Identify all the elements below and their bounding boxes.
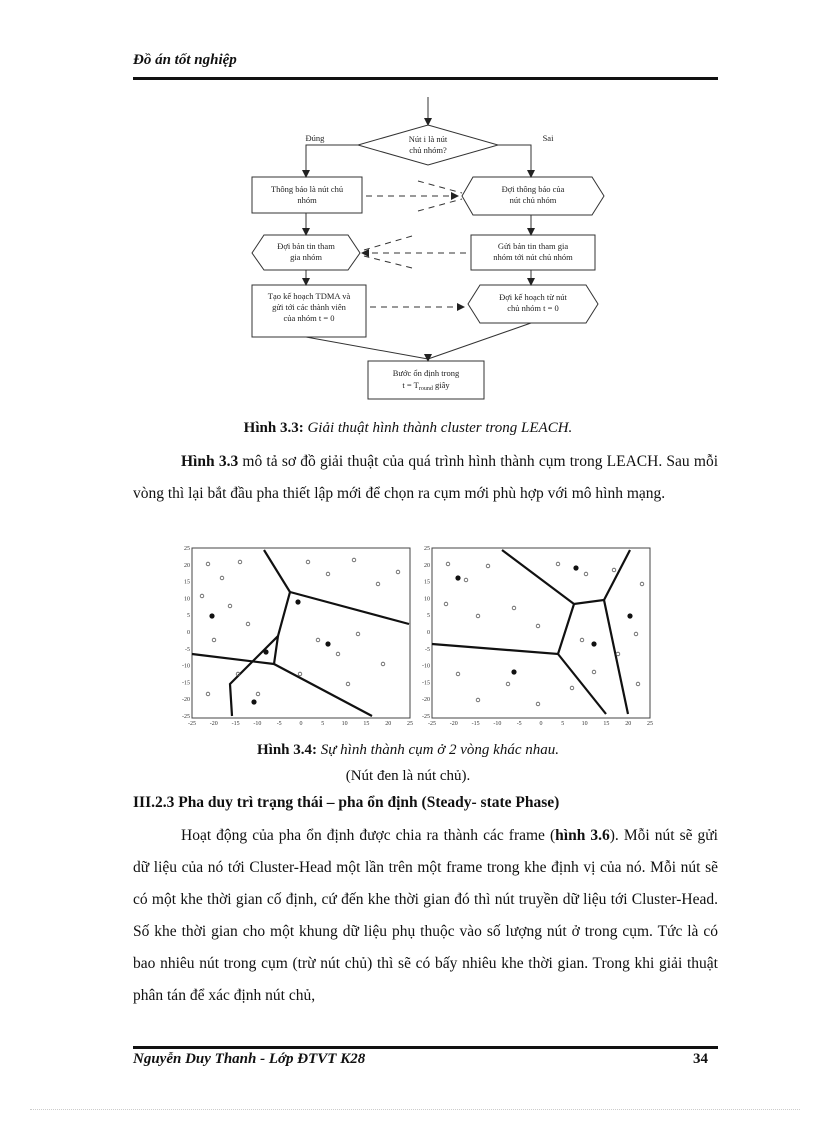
x-tick-label: 20 [625,721,632,727]
x-tick-label: -15 [471,721,480,727]
y-tick-label: 15 [424,579,430,586]
x-tick-label: 15 [363,721,370,727]
right1-text-1: Đợi thông báo của [501,184,565,194]
right1-text-2: nút chủ nhóm [509,195,557,205]
left3-text-3: của nhóm t = 0 [283,313,335,323]
y-tick-label: -10 [422,663,430,670]
x-tick-label: 10 [581,721,588,727]
y-tick-label: -25 [182,714,190,720]
x-tick-label: 10 [341,721,348,727]
y-tick-label: -15 [422,680,430,687]
x-tick-label: 20 [385,721,392,727]
page-number: 34 [693,1051,708,1067]
y-tick-label: 20 [424,562,430,569]
y-tick-label: -5 [185,646,190,653]
y-tick-label: 0 [187,630,190,636]
x-tick-label: -10 [253,721,262,727]
section-heading: III.2.3 Pha duy trì trạng thái – pha ổn định (Steady- state Phase) [133,794,560,811]
paragraph-2: Hoạt động của pha ổn định được chia ra thành các frame (hình 3.6). Mỗi nút sẽ gửi dữ liệu của nó tới Cluster-Head một lần trên một frame trong khe định vị của nó. Mỗi nút sẽ có một khe thời gian cố định, cứ đến khe thời gian đó thì nút truyền dữ liệu tới Cluster-Head. Số khe thời gian cho một khung dữ liệu phụ thuộc vào số lượng nút ở trong cụm. Tức là có bao nhiêu nút trong cụm (trừ nút chủ) thì sẽ có bấy nhiêu khe thời gian. Trong khi giải thuật phân tán để xác định nút chủ, [133,827,718,1004]
y-tick-label: -5 [425,646,430,653]
left1-text-1: Thông báo là nút chủ [270,184,344,194]
x-tick-label: 25 [407,721,413,727]
x-tick-label: 0 [299,721,303,727]
decision-text-1: Nút i là nút [408,134,448,144]
y-tick-label: 25 [424,546,430,552]
page-edge-dotted [30,1109,800,1110]
y-tick-label: 10 [424,596,430,603]
left3-text-2: gửi tới các thành viên [272,302,346,312]
right2-text-2: nhóm tới nút chủ nhóm [493,252,573,262]
y-tick-label: -15 [182,680,190,687]
figure-3-4-note: (Nút đen là nút chủ). [345,768,471,784]
y-tick-label: -20 [422,697,430,704]
right3-text-2: chủ nhóm t = 0 [507,303,559,313]
y-tick-label: -10 [182,663,190,670]
right2-text-1: Gửi bản tin tham gia [497,241,569,251]
y-tick-label: 0 [427,630,430,636]
decision-text-2: chủ nhóm? [409,145,447,155]
header-rule [133,77,718,80]
x-tick-label: -15 [231,721,240,727]
y-tick-label: 5 [427,613,430,620]
y-tick-label: 20 [184,562,190,569]
left2-text-2: gia nhóm [290,252,322,262]
x-tick-label: 5 [561,721,565,727]
footer-author: Nguyễn Duy Thanh - Lớp ĐTVT K28 [133,1051,366,1067]
x-tick-label: 25 [647,721,653,727]
figure-3-4-caption: Hình 3.4: Sự hình thành cụm ở 2 vòng khác nhau. [256,742,559,758]
x-tick-label: -5 [276,721,282,727]
x-tick-label: 0 [539,721,543,727]
right3-text-1: Đợi kế hoạch từ nút [499,292,567,302]
left1-text-2: nhóm [297,195,317,205]
x-tick-label: -5 [516,721,522,727]
bottom-text-2: $t = T_{round}$ giây [402,380,450,392]
branch-no-label: Sai [542,133,554,143]
figure-3-3-caption: Hình 3.3: Giải thuật hình thành cluster trong LEACH. [243,420,573,436]
header-title: Đồ án tốt nghiệp [133,52,237,68]
y-tick-label: -20 [182,697,190,704]
cluster-plot-left [178,544,416,728]
footer-rule [133,1046,718,1049]
y-tick-label: -25 [422,714,430,720]
x-tick-label: -25 [428,721,436,727]
left2-text-1: Đợi bản tin tham [277,241,335,251]
cluster-plot-right [418,544,656,728]
y-tick-label: 10 [184,596,190,603]
flowchart-figure [240,97,620,407]
bottom-box [368,361,484,399]
left3-text-1: Tạo kế hoạch TDMA và [267,291,351,301]
y-tick-label: 25 [184,546,190,552]
x-tick-label: 5 [321,721,325,727]
x-tick-label: -10 [493,721,502,727]
x-tick-label: -20 [209,721,218,727]
y-tick-label: 5 [187,613,190,620]
branch-yes-label: Đúng [305,133,325,143]
x-tick-label: 15 [603,721,610,727]
bottom-text-1: Bước ổn định trong [392,368,460,378]
x-tick-label: -20 [449,721,458,727]
x-tick-label: -25 [188,721,196,727]
y-tick-label: 15 [184,579,190,586]
paragraph-1: Hình 3.3 mô tả sơ đồ giải thuật của quá trình hình thành cụm trong LEACH. Sau mỗi vòng thì lại bắt đầu pha thiết lập mới để chọn ra cụm mới phù hợp với mô hình mạng. [133,453,719,502]
